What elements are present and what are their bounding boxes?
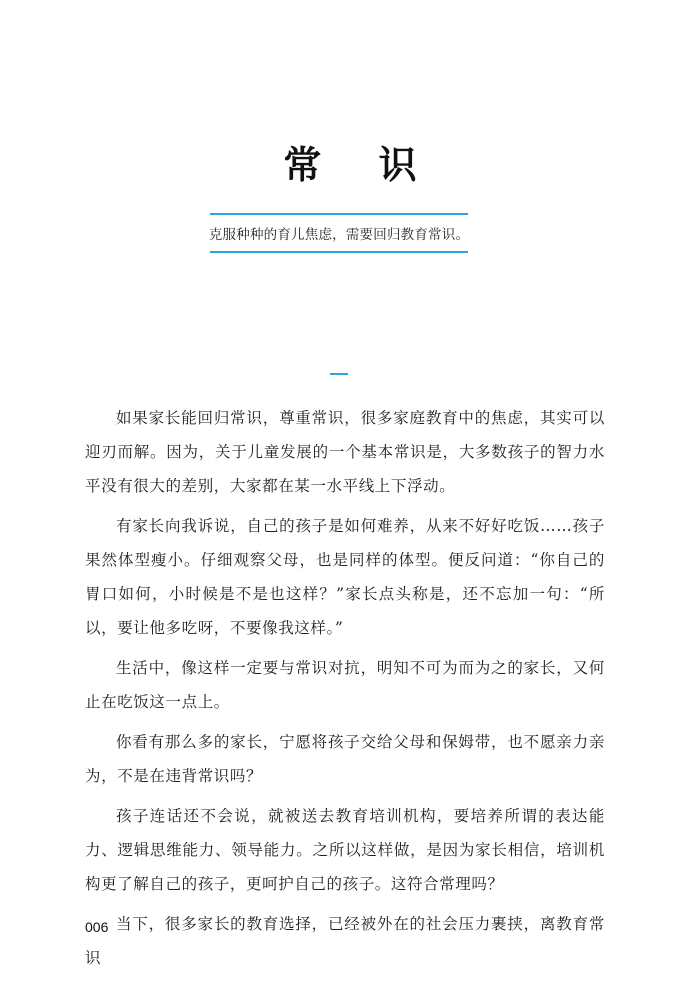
page-number: 006 xyxy=(85,919,109,935)
section-marker-label xyxy=(330,373,331,374)
paragraph: 孩子连话还不会说，就被送去教育培训机构，要培养所谓的表达能力、逻辑思维能力、领导能力。之所以这样做，是因为家长相信，培训机构更了解自己的孩子，更呵护自己的孩子。这符合常理吗？ xyxy=(85,807,605,893)
paragraph: 你看有那么多的家长，宁愿将孩子交给父母和保姆带，也不愿亲力亲为，不是在违背常识吗？ xyxy=(85,733,605,785)
chapter-title: 常 识 xyxy=(283,142,439,187)
section-marker xyxy=(330,373,348,375)
body-text xyxy=(85,401,605,981)
paragraph: 有家长向我诉说，自己的孩子是如何难养，从来不好好吃饭……孩子果然体型瘦小。仔细观察父母，也是同样的体型。便反问道：“你自己的胃口如何，小时候是不是也这样？”家长点头称是，还不忘加一句：“所以，要让他多吃呀，不要像我这样。” xyxy=(85,517,605,637)
chapter-subtitle-box xyxy=(210,213,468,253)
paragraph: 当下，很多家长的教育选择，已经被外在的社会压力裹挟，离教育常识 xyxy=(85,915,605,967)
chapter-subtitle: 克服种种的育儿焦虑，需要回归教育常识。 xyxy=(208,227,470,243)
paragraph: 如果家长能回归常识，尊重常识，很多家庭教育中的焦虑，其实可以迎刃而解。因为，关于儿童发展的一个基本常识是，大多数孩子的智力水平没有很大的差别，大家都在某一水平线上下浮动。 xyxy=(85,409,605,495)
paragraph: 生活中，像这样一定要与常识对抗，明知不可为而为之的家长，又何止在吃饭这一点上。 xyxy=(85,659,605,711)
